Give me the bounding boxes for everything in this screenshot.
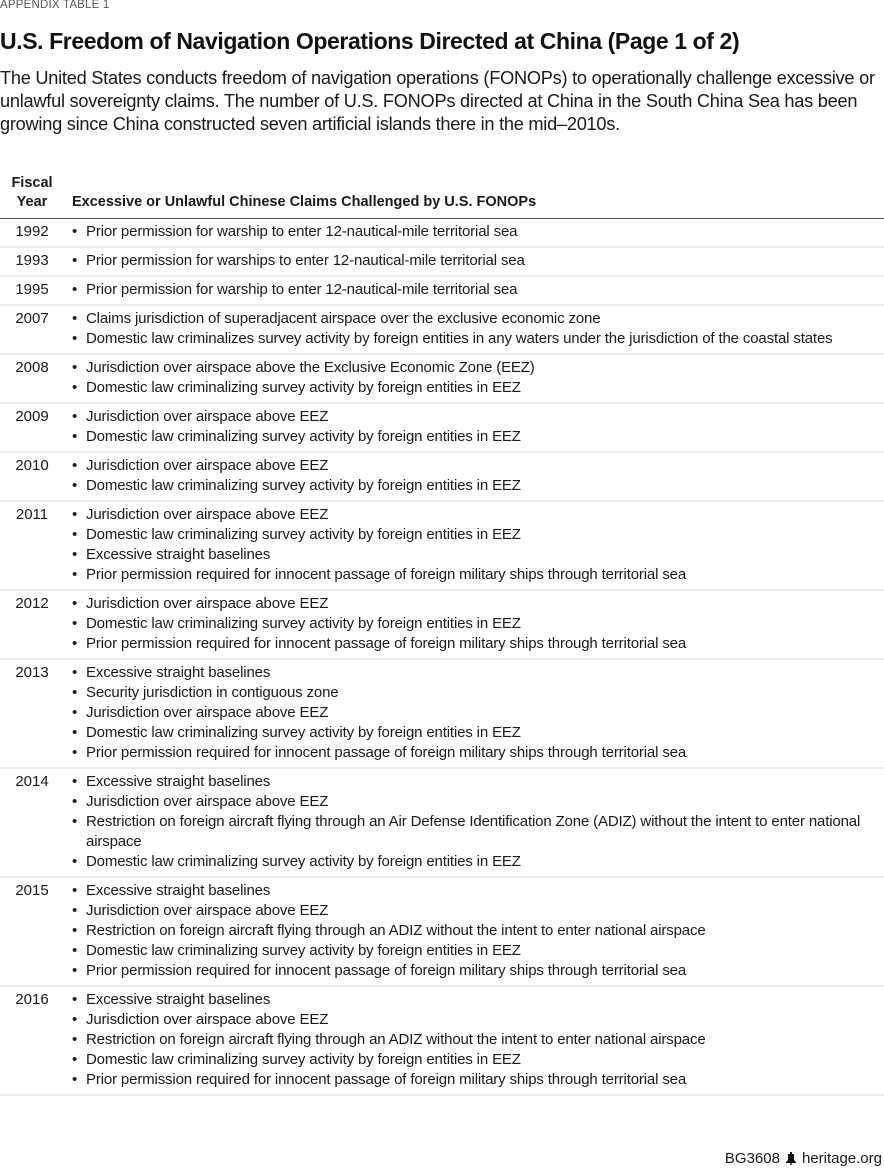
fiscal-year-cell: 2014 [15, 773, 49, 790]
claim-item: • Prior permission for warship to enter 12-nautical-mile territorial sea [72, 222, 884, 242]
table-row [0, 502, 884, 591]
claim-item: • Domestic law criminalizing survey activity by foreign entities in EEZ [72, 378, 884, 398]
claim-item: • Domestic law criminalizing survey activity by foreign entities in EEZ [72, 476, 884, 496]
table-body [0, 219, 884, 1096]
claim-item: • Jurisdiction over airspace above EEZ [72, 456, 884, 476]
column-header-fiscal-year [0, 174, 64, 212]
claim-item: • Jurisdiction over airspace above EEZ [72, 1010, 884, 1030]
claim-item: • Domestic law criminalizing survey activity by foreign entities in EEZ [72, 427, 884, 447]
claims-list [64, 309, 884, 349]
fiscal-year-cell: 2007 [15, 310, 49, 327]
fiscal-year-cell: 2015 [15, 882, 49, 899]
column-header-fiscal-year-line1: Fiscal [11, 175, 53, 191]
fiscal-year-cell: 2013 [15, 664, 49, 681]
table-row [0, 660, 884, 769]
claims-list [64, 772, 884, 872]
claim-item: • Excessive straight baselines [72, 545, 884, 565]
footer [725, 1150, 882, 1167]
claim-item: • Restriction on foreign aircraft flying through an ADIZ without the intent to enter national airspace [72, 921, 884, 941]
claim-item: • Prior permission required for innocent passage of foreign military ships through territorial sea [72, 634, 884, 654]
claims-list [64, 358, 884, 398]
table-row [0, 453, 884, 502]
claim-item: • Domestic law criminalizing survey activity by foreign entities in EEZ [72, 941, 884, 961]
claim-item: • Claims jurisdiction of superadjacent airspace over the exclusive economic zone [72, 309, 884, 329]
table-header [0, 174, 884, 219]
claim-item: • Domestic law criminalizing survey activity by foreign entities in EEZ [72, 723, 884, 743]
claim-item: • Domestic law criminalizing survey activity by foreign entities in EEZ [72, 525, 884, 545]
claims-list [64, 280, 884, 300]
fiscal-year-cell: 2010 [15, 457, 49, 474]
claim-item: • Restriction on foreign aircraft flying through an Air Defense Identification Zone (ADIZ) without the intent to enter national airspace [72, 812, 884, 852]
claims-list [64, 881, 884, 981]
claim-item: • Excessive straight baselines [72, 990, 884, 1010]
fiscal-year-cell: 2008 [15, 359, 49, 376]
claim-item: • Prior permission required for innocent passage of foreign military ships through territorial sea [72, 961, 884, 981]
claim-item: • Domestic law criminalizing survey activity by foreign entities in EEZ [72, 1050, 884, 1070]
claim-item: • Excessive straight baselines [72, 881, 884, 901]
claim-item: • Prior permission for warship to enter 12-nautical-mile territorial sea [72, 280, 884, 300]
page-title: U.S. Freedom of Navigation Operations Directed at China (Page 1 of 2) [0, 28, 740, 54]
claim-item: • Jurisdiction over airspace above EEZ [72, 407, 884, 427]
table-row [0, 878, 884, 987]
claims-list [64, 251, 884, 271]
fiscal-year-cell: 1992 [15, 223, 49, 240]
report-code: BG3608 [724, 1150, 780, 1167]
claims-list [64, 594, 884, 654]
claims-list [64, 505, 884, 585]
claims-list [64, 990, 884, 1090]
claims-list [64, 663, 884, 763]
claim-item: • Jurisdiction over airspace above EEZ [72, 505, 884, 525]
column-header-claims: Excessive or Unlawful Chinese Claims Challenged by U.S. FONOPs [72, 194, 537, 210]
claim-item: • Prior permission required for innocent passage of foreign military ships through territorial sea [72, 743, 884, 763]
table-row [0, 404, 884, 453]
column-header-fiscal-year-line2: Year [16, 194, 48, 210]
claim-item: • Prior permission required for innocent passage of foreign military ships through territorial sea [72, 1070, 884, 1090]
claims-list [64, 456, 884, 496]
claim-item: • Jurisdiction over airspace above EEZ [72, 594, 884, 614]
table-row [0, 355, 884, 404]
claim-item: • Restriction on foreign aircraft flying through an ADIZ without the intent to enter national airspace [72, 1030, 884, 1050]
intro-paragraph: The United States conducts freedom of navigation operations (FONOPs) to operationally challenge excessive or unlawful sovereignty claims. The number of U.S. FONOPs directed at China in the South China Sea has been growing since China constructed seven artificial islands there in the mid–2010s. [0, 68, 875, 134]
appendix-label: APPENDIX TABLE 1 [0, 0, 110, 11]
claim-item: • Prior permission required for innocent passage of foreign military ships through territorial sea [72, 565, 884, 585]
claim-item: • Domestic law criminalizing survey activity by foreign entities in EEZ [72, 614, 884, 634]
claim-item: • Excessive straight baselines [72, 663, 884, 683]
fiscal-year-cell: 2016 [15, 991, 49, 1008]
claim-item: • Domestic law criminalizing survey activity by foreign entities in EEZ [72, 852, 884, 872]
table-row [0, 248, 884, 277]
fiscal-year-cell: 1993 [15, 252, 49, 269]
table-row [0, 306, 884, 355]
fiscal-year-cell: 2009 [15, 408, 49, 425]
table-row [0, 987, 884, 1096]
claims-list [64, 407, 884, 447]
table-row [0, 591, 884, 660]
table-row [0, 277, 884, 306]
fiscal-year-cell: 2012 [15, 595, 49, 612]
fiscal-year-cell: 2011 [15, 506, 49, 523]
fonops-table [0, 174, 884, 1096]
claim-item: • Security jurisdiction in contiguous zone [72, 683, 884, 703]
claim-item: • Jurisdiction over airspace above EEZ [72, 901, 884, 921]
claims-list [64, 222, 884, 242]
claim-item: • Prior permission for warships to enter 12-nautical-mile territorial sea [72, 251, 884, 271]
claim-item: • Jurisdiction over airspace above EEZ [72, 703, 884, 723]
claim-item: • Jurisdiction over airspace above the Exclusive Economic Zone (EEZ) [72, 358, 884, 378]
claim-item: • Domestic law criminalizes survey activity by foreign entities in any waters under the jurisdiction of the coastal states [72, 329, 884, 349]
claim-item: • Excessive straight baselines [72, 772, 884, 792]
liberty-bell-icon [785, 1152, 797, 1165]
fiscal-year-cell: 1995 [15, 281, 49, 298]
site-link[interactable]: heritage.org [801, 1150, 882, 1167]
claim-item: • Jurisdiction over airspace above EEZ [72, 792, 884, 812]
table-row [0, 219, 884, 248]
table-row [0, 769, 884, 878]
